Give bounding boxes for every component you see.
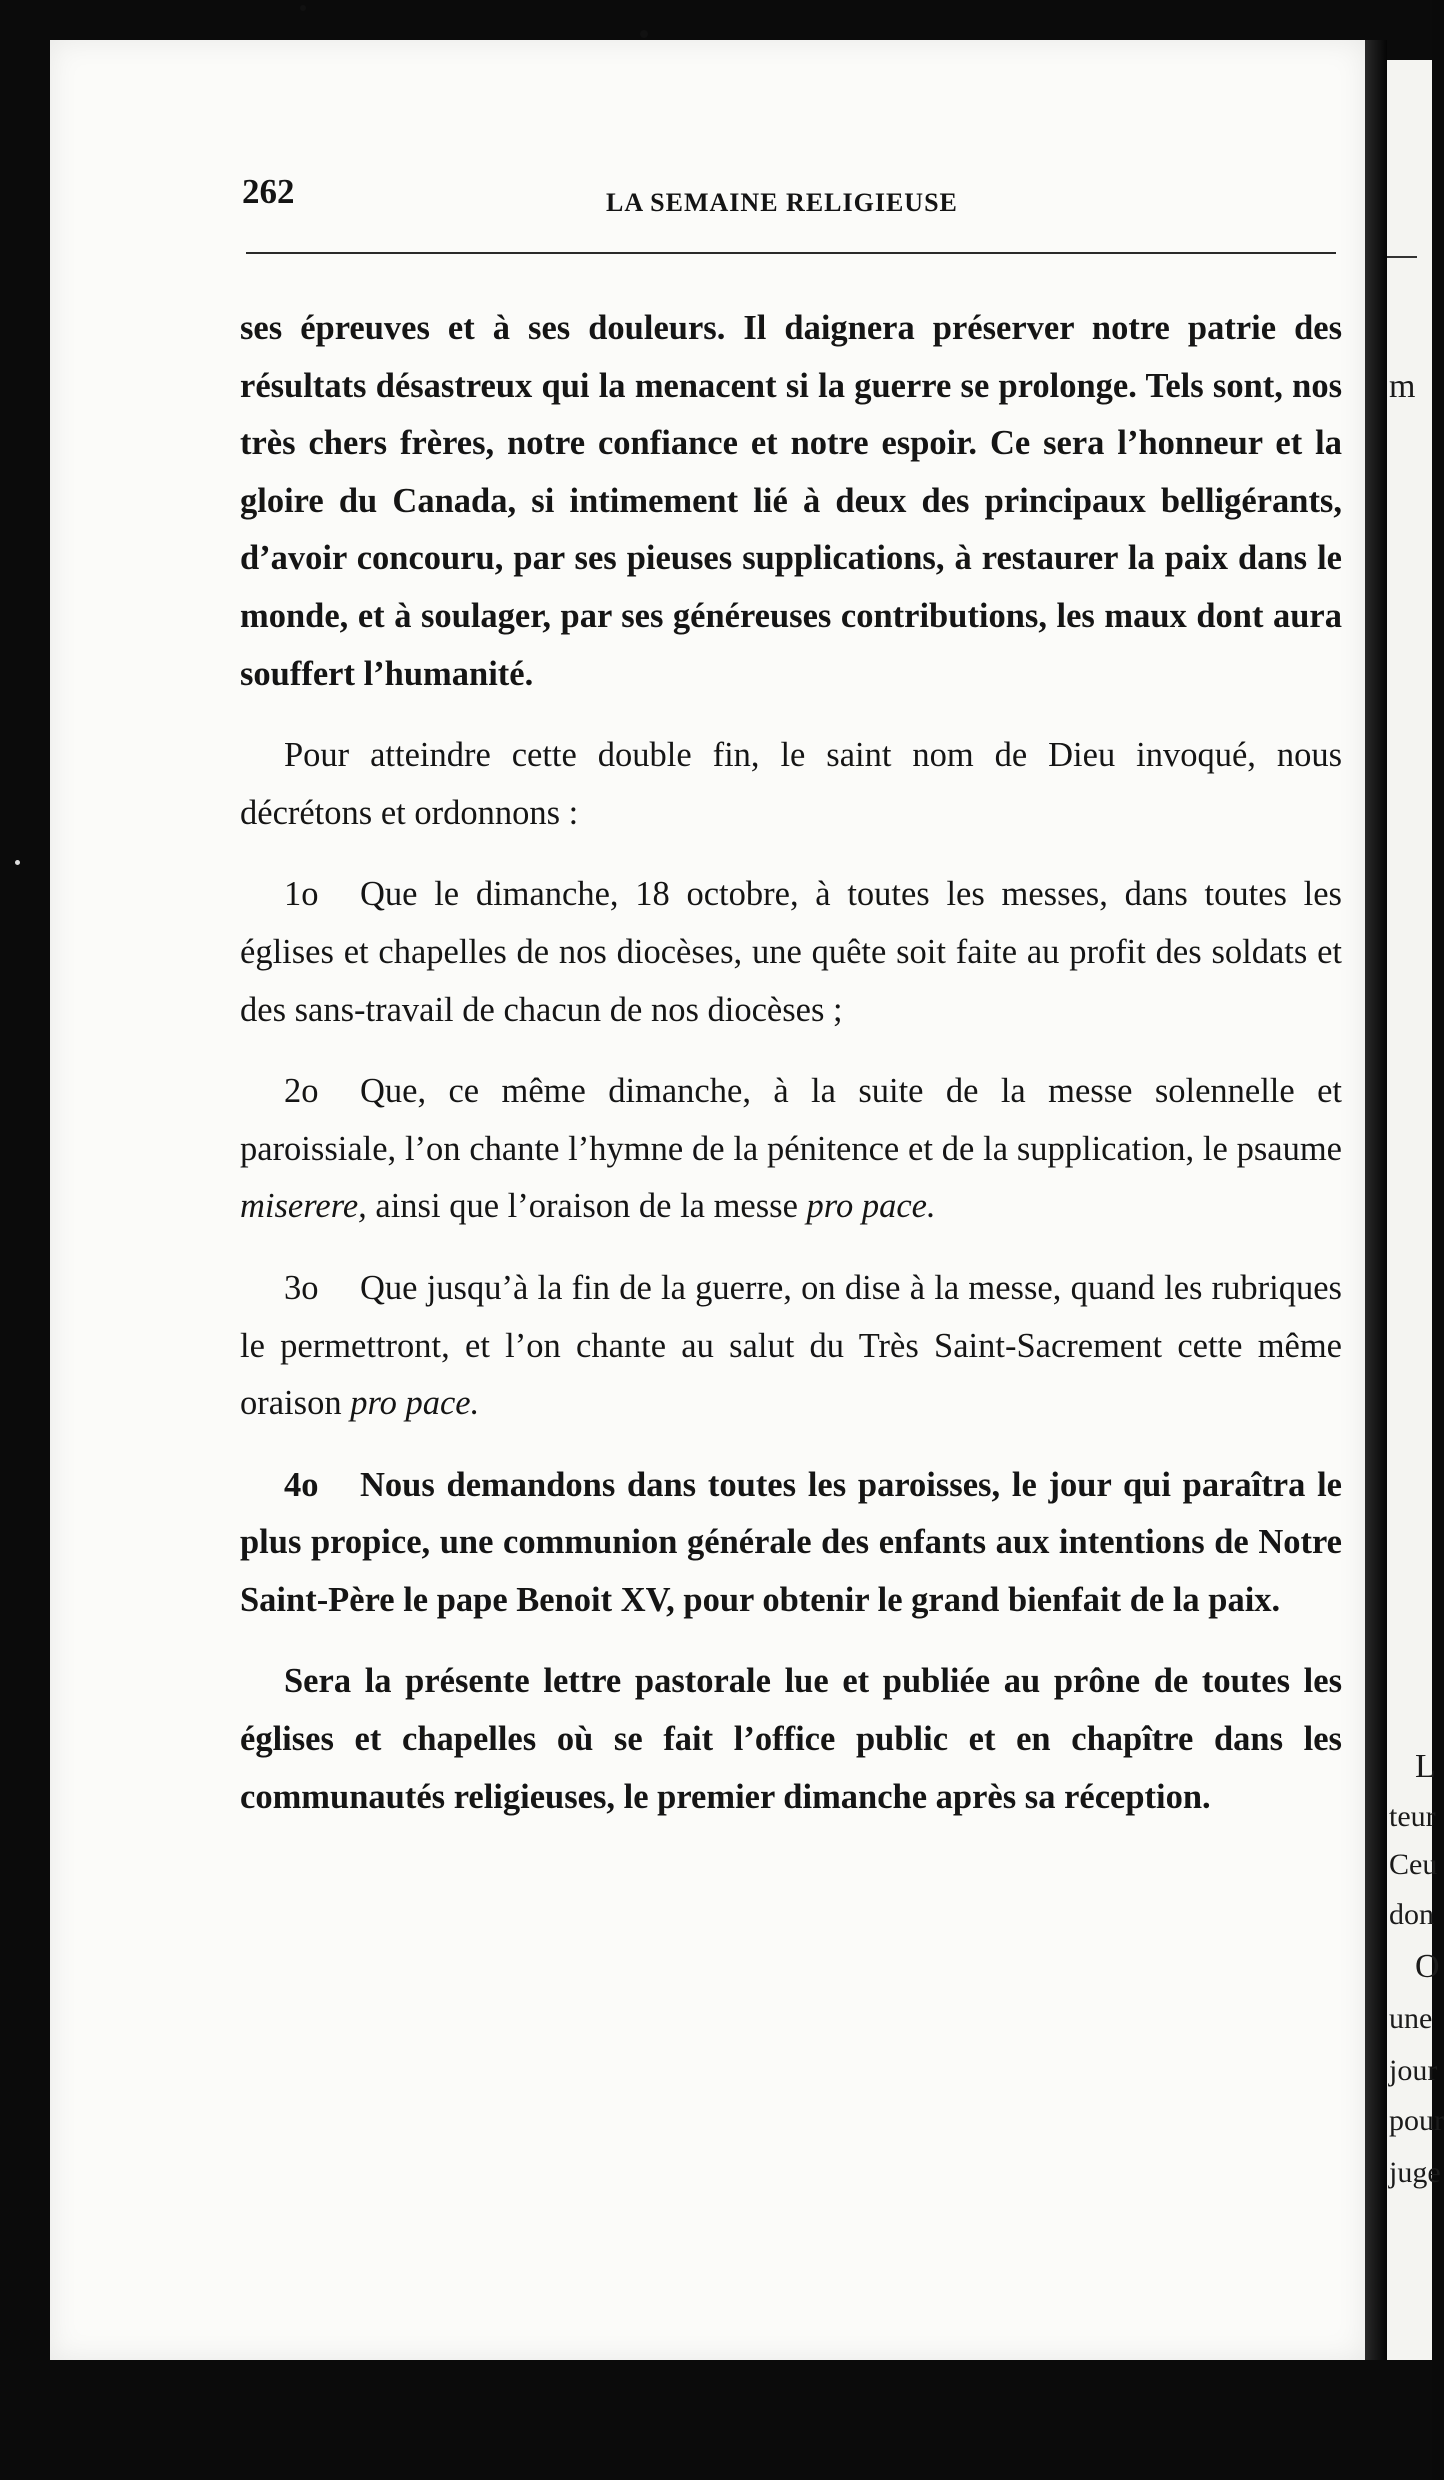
facing-fragment: O xyxy=(1415,1948,1440,1985)
paragraph-text: ses épreuves et à ses douleurs. Il daignera préserver notre patrie des résultats désastreux qui la menacent si la guerre se prolonge. Tels sont, nos très chers frères, notre confiance et notre espoir. Ce sera l’honneur et la gloire du Canada, si intimement lié à deux des principaux belligérants, d’avoir concouru, par ses pieuses supplications, à restaurer la paix dans le monde, et à soulager, par ses généreuses contributions, les maux dont aura souffert l’humanité. xyxy=(240,309,1342,693)
paragraph-text: Nous demandons dans toutes les paroisses, le jour qui paraîtra le plus propice, une communion générale des enfants aux intentions de Notre Saint-Père le pape Benoit XV, pour obtenir le grand bienfait de la paix. xyxy=(240,1465,1342,1619)
facing-fragment: teur xyxy=(1389,1800,1436,1833)
paragraph-number: 3o xyxy=(284,1268,319,1307)
facing-page-edge xyxy=(1387,60,1444,2360)
facing-fragment: Ceu xyxy=(1389,1848,1438,1881)
paragraph-text: Que, ce même dimanche, à la suite de la messe solennelle et paroissiale, l’on chante l’hymne de la pénitence et de la supplication, le psaume xyxy=(240,1072,1342,1168)
speck xyxy=(300,5,306,11)
book-gutter xyxy=(1365,40,1387,2360)
numbered-paragraph xyxy=(240,1063,1342,1236)
paragraph-text: Que le dimanche, 18 octobre, à toutes les messes, dans toutes les églises et chapelles de nos diocèses, une quête soit faite au profit des soldats et des sans-travail de chacun de nos diocèses ; xyxy=(240,875,1342,1029)
paragraph-number: 4o xyxy=(284,1465,319,1504)
paragraph xyxy=(240,300,1342,703)
paragraph-text: Que jusqu’à la fin de la guerre, on dise à la messe, quand les rubriques le permettront, et l’on chante au salut du Très Saint-Sacrement cette même oraison xyxy=(240,1268,1342,1423)
facing-fragment: L xyxy=(1415,1748,1436,1785)
latin-term: miserere, xyxy=(240,1187,367,1226)
facing-fragment: jour xyxy=(1389,2054,1438,2087)
paragraph xyxy=(240,727,1342,842)
facing-fragment: une xyxy=(1389,2002,1433,2035)
facing-page-rule xyxy=(1387,256,1417,258)
facing-fragment: don xyxy=(1389,1898,1434,1931)
paragraph-text: ainsi que l’oraison de la messe xyxy=(375,1187,798,1226)
running-head: LA SEMAINE RELIGIEUSE xyxy=(606,188,958,217)
facing-fragment: juge xyxy=(1389,2156,1441,2189)
paragraph-text: Sera la présente lettre pastorale lue et publiée au prône de toutes les églises et chapelles où se fait l’office public et en chapître dans les communautés religieuses, le premier dimanche après sa réception. xyxy=(240,1662,1342,1816)
page-number: 262 xyxy=(242,172,295,211)
speck xyxy=(15,860,20,865)
facing-fragment: m xyxy=(1389,368,1416,405)
numbered-paragraph xyxy=(240,1457,1342,1630)
numbered-paragraph xyxy=(240,1260,1342,1433)
latin-term: pro pace. xyxy=(350,1384,480,1423)
paragraph-number: 2o xyxy=(284,1072,319,1111)
paragraph-number: 1o xyxy=(284,875,319,914)
numbered-paragraph xyxy=(240,866,1342,1039)
speck xyxy=(640,30,648,38)
paragraph-text: Pour atteindre cette double fin, le saint nom de Dieu invoqué, nous décrétons et ordonnons : xyxy=(240,736,1342,832)
page-header xyxy=(190,170,1340,230)
page-body xyxy=(240,300,1342,1850)
latin-term: pro pace. xyxy=(806,1187,936,1226)
facing-fragment: pour xyxy=(1389,2104,1444,2137)
header-rule xyxy=(246,252,1336,254)
paragraph xyxy=(240,1653,1342,1826)
